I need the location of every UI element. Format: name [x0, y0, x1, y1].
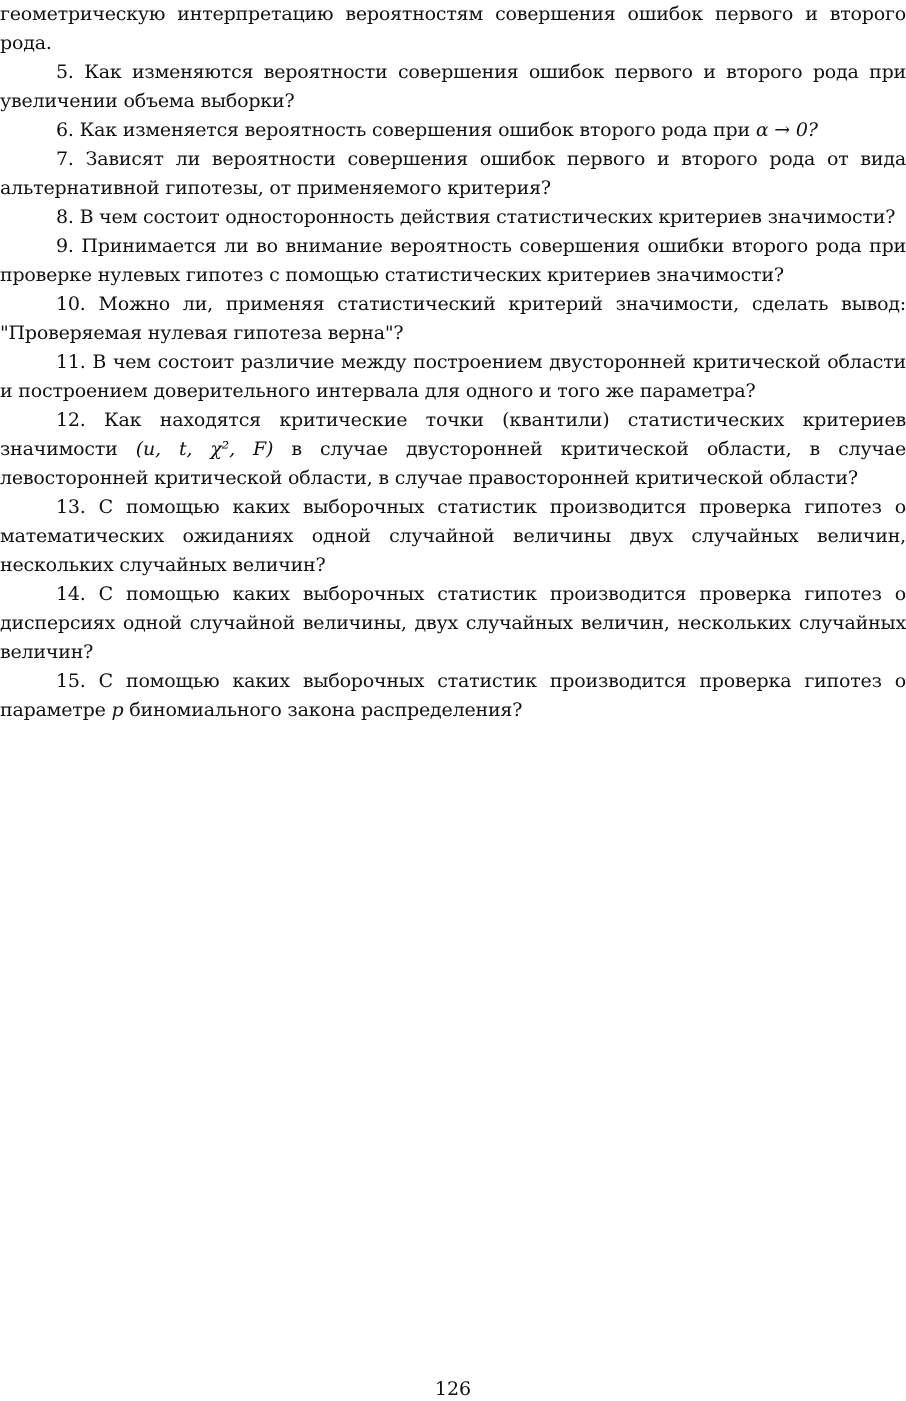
question-13: [0, 493, 906, 580]
question-text-continued: биномиального закона распределения?: [129, 699, 523, 721]
continuation-text: геометрическую интерпретацию вероятностям совершения ошибок первого и второго рода.: [0, 3, 906, 54]
question-number: 14.: [56, 583, 86, 605]
question-8: [0, 203, 906, 232]
question-10: [0, 290, 906, 348]
question-number: 6.: [56, 119, 74, 141]
question-number: 5.: [56, 61, 74, 83]
question-text: Как изменяется вероятность совершения ошибок второго рода при: [79, 119, 750, 141]
page-number: 126: [434, 1378, 472, 1400]
question-number: 9.: [56, 235, 74, 257]
question-text: С помощью каких выборочных статистик производится проверка гипотез о дисперсиях одной случайной величины, двух случайных величин, нескольких случайных величин?: [0, 583, 906, 663]
question-text: Принимается ли во внимание вероятность совершения ошибки второго рода при проверке нулевых гипотез с помощью статистических критериев значимости?: [0, 235, 906, 286]
question-text: В чем состоит односторонность действия статистических критериев значимости?: [79, 206, 896, 228]
math-formula: α → 0?: [755, 119, 818, 141]
question-number: 10.: [56, 293, 86, 315]
continuation-paragraph: [0, 0, 906, 58]
question-number: 11.: [56, 351, 86, 373]
question-6: [0, 116, 906, 145]
question-11: [0, 348, 906, 406]
math-formula: (u, t, χ², F): [135, 438, 274, 460]
question-text: Зависят ли вероятности совершения ошибок первого и второго рода от вида альтернативной гипотезы, от применяемого критерия?: [0, 148, 906, 199]
question-number: 13.: [56, 496, 86, 518]
question-12: [0, 406, 906, 493]
question-text: В чем состоит различие между построением двусторонней критической области и построением доверительного интервала для одного и того же параметра?: [0, 351, 906, 402]
question-text: Как находятся критические точки (квантили) статистических критериев значимости: [0, 409, 906, 460]
question-text-continued: в случае двусторонней критической области, в случае левосторонней критической области, в случае правосторонней критической области?: [0, 438, 906, 489]
question-text: Как изменяются вероятности совершения ошибок первого и второго рода при увеличении объема выборки?: [0, 61, 906, 112]
question-number: 8.: [56, 206, 74, 228]
question-text: Можно ли, применяя статистический критерий значимости, сделать вывод: "Проверяемая нулевая гипотеза верна"?: [0, 293, 906, 344]
question-text: С помощью каких выборочных статистик производится проверка гипотез о параметре: [0, 670, 906, 721]
question-text: С помощью каких выборочных статистик производится проверка гипотез о математических ожиданиях одной случайной величины двух случайных величин, нескольких случайных величин?: [0, 496, 906, 576]
question-number: 15.: [56, 670, 86, 692]
question-number: 7.: [56, 148, 74, 170]
question-14: [0, 580, 906, 667]
math-formula: p: [111, 699, 124, 721]
question-number: 12.: [56, 409, 86, 431]
question-9: [0, 232, 906, 290]
question-7: [0, 145, 906, 203]
question-15: [0, 667, 906, 725]
question-5: [0, 58, 906, 116]
